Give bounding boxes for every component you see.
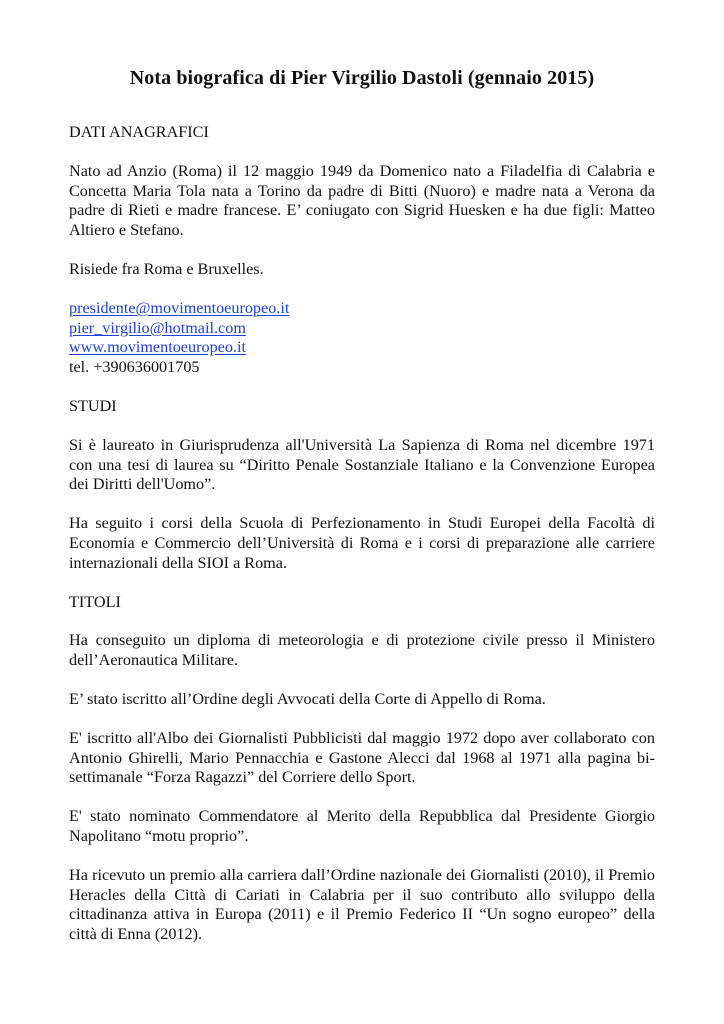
paragraph-laurea: Si è laureato in Giurisprudenza all'Università La Sapienza di Roma nel dicembre 1971 con una tesi di laurea su “Diritto Penale Sostanziale Italiano e la Convenzione Europea dei Diritti dell'Uomo”. xyxy=(69,435,655,494)
paragraph-giornalisti: E' iscritto all'Albo dei Giornalisti Pubblicisti dal maggio 1972 dopo aver collaborato con Antonio Ghirelli, Mario Pennacchia e Gastone Alecci dal 1968 al 1971 alla pagina bi-settimanale “Forza Ragazzi” del Corriere dello Sport. xyxy=(69,728,655,787)
paragraph-corsi: Ha seguito i corsi della Scuola di Perfezionamento in Studi Europei della Facoltà di Economia e Commercio dell’Università di Roma e i corsi di preparazione alle carriere internazionali della SIOI a Roma. xyxy=(69,514,655,572)
paragraph-commendatore: E' stato nominato Commendatore al Merito della Repubblica dal Presidente Giorgio Napolitano “motu proprio”. xyxy=(69,807,655,845)
document-title: Nota biografica di Pier Virgilio Dastoli (gennaio 2015) xyxy=(129,67,595,89)
paragraph-diploma: Ha conseguito un diploma di meteorologia e di protezione civile presso il Ministero dell’Aeronautica Militare. xyxy=(69,631,655,670)
paragraph-avvocati: E’ stato iscritto all’Ordine degli Avvocati della Corte di Appello di Roma. xyxy=(69,689,546,708)
email-link-presidente[interactable]: presidente@movimentoeuropeo.it xyxy=(69,298,290,317)
paragraph-residence: Risiede fra Roma e Bruxelles. xyxy=(69,259,264,278)
website-link[interactable]: www.movimentoeuropeo.it xyxy=(69,338,246,357)
telephone-number: tel. +390636001705 xyxy=(69,358,200,377)
paragraph-premi: Ha ricevuto un premio alla carriera dall’Ordine nazionale dei Giornalisti (2010), il Premio Heracles della Città di Cariati in Calabria per il suo contributo allo sviluppo della cittadinanza attiva in Europa (2011) e il Premio Federico II “Un sogno europeo” della città di Enna (2012). xyxy=(69,865,655,944)
document-page xyxy=(69,66,655,964)
section-heading-studi: STUDI xyxy=(69,396,117,415)
section-heading-anagrafici: DATI ANAGRAFICI xyxy=(69,123,209,141)
paragraph-birth-family: Nato ad Anzio (Roma) il 12 maggio 1949 da Domenico nato a Filadelfia di Calabria e Concetta Maria Tola nata a Torino da padre di Bitti (Nuoro) e madre nata a Verona da padre di Rieti e madre francese. E’ coniugato con Sigrid Huesken e ha due figli: Matteo Altiero e Stefano. xyxy=(69,161,655,240)
section-heading-titoli: TITOLI xyxy=(69,592,121,611)
contact-block xyxy=(69,299,655,378)
email-link-hotmail[interactable]: pier_virgilio@hotmail.com xyxy=(69,318,246,337)
